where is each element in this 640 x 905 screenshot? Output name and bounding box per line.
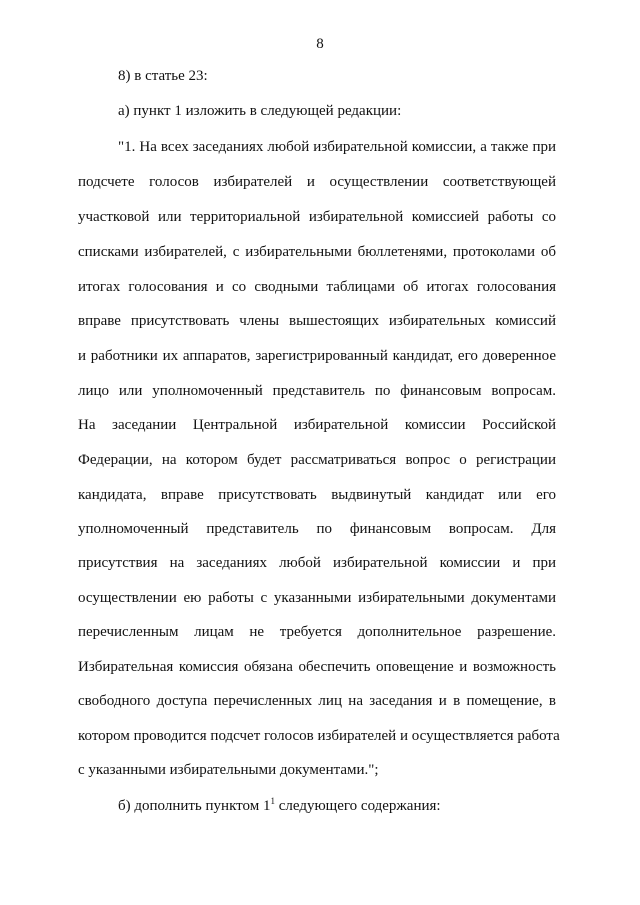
paragraph-line: Избирательная комиссия обязана обеспечить оповещение и возможность xyxy=(78,659,556,675)
item-b-heading xyxy=(118,796,441,816)
item-b-suffix: следующего содержания: xyxy=(274,798,441,814)
paragraph-line: кандидата, вправе присутствовать выдвинутый кандидат или его xyxy=(78,487,556,503)
paragraph-line: Федерации, на котором будет рассматриваться вопрос о регистрации xyxy=(78,452,556,468)
paragraph-line: участковой или территориальной избирательной комиссией работы со xyxy=(78,209,556,225)
item-8-heading: 8) в статье 23: xyxy=(118,68,208,84)
paragraph-line: списками избирателей, с избирательными бюллетенями, протоколами об xyxy=(78,244,556,260)
paragraph-line: котором проводится подсчет голосов избирателей и осуществляется работа xyxy=(78,728,560,744)
paragraph-line: вправе присутствовать члены вышестоящих избирательных комиссий xyxy=(78,313,556,329)
item-b-prefix: б) дополнить пунктом 1 xyxy=(118,798,271,814)
item-a-heading: а) пункт 1 изложить в следующей редакции: xyxy=(118,103,402,119)
paragraph-line: присутствия на заседаниях любой избирательной комиссии и при xyxy=(78,555,556,571)
paragraph-line: уполномоченный представитель по финансовым вопросам. Для xyxy=(78,521,556,537)
paragraph-line: итогах голосования и со сводными таблицами об итогах голосования xyxy=(78,279,556,295)
item-b-superscript: 1 xyxy=(270,796,275,806)
paragraph-line: осуществлении ею работы с указанными избирательными документами xyxy=(78,590,556,606)
paragraph-line: свободного доступа перечисленных лиц на заседания и в помещение, в xyxy=(78,693,556,709)
paragraph-line: лицо или уполномоченный представитель по финансовым вопросам. xyxy=(78,383,556,399)
paragraph-line: На заседании Центральной избирательной комиссии Российской xyxy=(78,417,556,433)
page-number: 8 xyxy=(316,36,324,52)
paragraph-line: перечисленным лицам не требуется дополнительное разрешение. xyxy=(78,624,556,640)
paragraph-line: и работники их аппаратов, зарегистрированный кандидат, его доверенное xyxy=(78,348,556,364)
paragraph-line: "1. На всех заседаниях любой избирательной комиссии, а также при xyxy=(118,139,556,155)
paragraph-line: подсчете голосов избирателей и осуществлении соответствующей xyxy=(78,174,556,190)
paragraph-line: с указанными избирательными документами."; xyxy=(78,762,379,778)
